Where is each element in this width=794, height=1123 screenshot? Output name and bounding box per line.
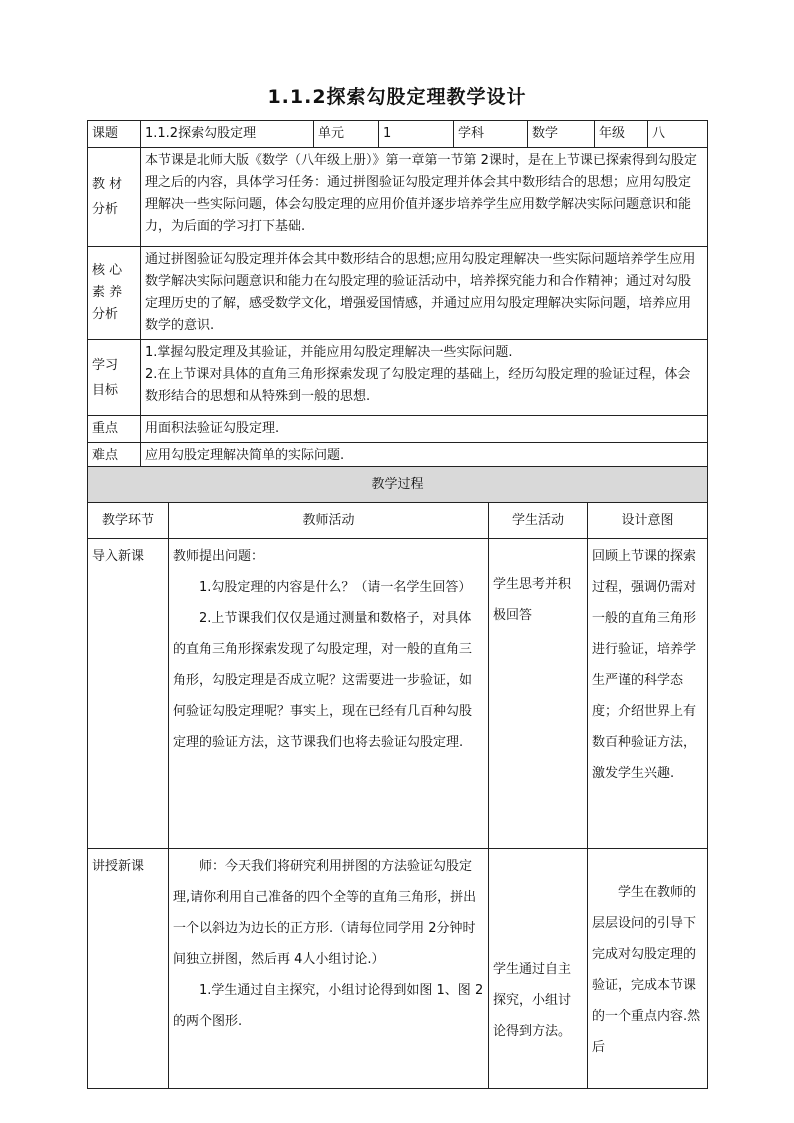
literacy-text: 通过拼图验证勾股定理并体会其中数形结合的思想;应用勾股定理解决一些实际问题培养学生应用数学解决实际问题意识和能力在勾股定理的验证活动中，培养探究能力和合作精神；通过对勾股定理历史的了解，感受数学文化，增强爱国情感，并通过应用勾股定理解决实际问题，培养应用数学的意识. (141, 247, 708, 340)
process-row-intro (88, 539, 708, 849)
material-label (88, 148, 141, 247)
teacher-paragraph: 师：今天我们将研究利用拼图的方法验证勾股定理,请你利用自己准备的四个全等的直角三角形，拼出一个以斜边为边长的正方形.（请每位同学用 2分钟时间独立拼图，然后再 4人小组讨论.） (173, 859, 477, 967)
key-point-row (88, 416, 708, 443)
material-label-line1: 教 材 (92, 177, 123, 192)
teacher-activity-cell (169, 849, 489, 1089)
column-header-stage: 教学环节 (88, 503, 169, 539)
student-activity-cell: 学生通过自主探究，小组讨论得到方法。 (489, 849, 588, 1089)
teacher-paragraph: 1.学生通过自主探究，小组讨论得到如图 1、图 2的两个图形. (173, 983, 484, 1029)
teaching-process-table (87, 466, 708, 1089)
literacy-label-line1: 核 心 (92, 263, 123, 278)
teacher-activity-cell (169, 539, 489, 849)
difficulty-label: 难点 (88, 443, 141, 470)
process-header: 教学过程 (88, 467, 708, 503)
design-intent-cell: 回顾上节课的探索过程，强调仍需对一般的直角三角形进行验证，培养学生严谨的科学态度；介绍世界上有数百种验证方法，激发学生兴趣. (588, 539, 708, 849)
topic-label: 课题 (88, 121, 141, 148)
objectives-text (141, 340, 708, 416)
material-text: 本节课是北师大版《数学（八年级上册）》第一章第一节第 2课时，是在上节课已探索得到勾股定理之后的内容，具体学习任务：通过拼图验证勾股定理并体会其中数形结合的思想；应用勾股定理解决一些实际问题，体会勾股定理的应用价值并逐步培养学生应用数学解决实际问题意识和能力，为后面的学习打下基础. (141, 148, 708, 247)
difficulty-text: 应用勾股定理解决简单的实际问题. (141, 443, 708, 470)
grade-value: 八 (648, 121, 708, 148)
objective-item-2: 2.在上节课对具体的直角三角形探索发现了勾股定理的基础上，经历勾股定理的验证过程，体会数形结合的思想和从特殊到一般的思想. (145, 367, 691, 404)
material-label-line2: 分析 (92, 202, 119, 217)
topic-value: 1.1.2探索勾股定理 (141, 121, 314, 148)
key-point-text: 用面积法验证勾股定理. (141, 416, 708, 443)
column-header-student: 学生活动 (489, 503, 588, 539)
grade-label: 年级 (595, 121, 648, 148)
process-row-teaching (88, 849, 708, 1089)
stage-cell: 导入新课 (88, 539, 169, 849)
subject-value: 数学 (528, 121, 595, 148)
literacy-label-line3: 分析 (92, 307, 119, 322)
unit-label: 单元 (314, 121, 379, 148)
literacy-label (88, 247, 141, 340)
subject-label: 学科 (454, 121, 528, 148)
document-title: 1.1.2探索勾股定理教学设计 (267, 86, 527, 108)
student-activity-cell: 学生思考并积极回答 (489, 539, 588, 849)
lesson-info-table (87, 120, 708, 470)
objectives-label-line2: 目标 (92, 382, 119, 398)
objectives-label (88, 340, 141, 416)
column-header-teacher: 教师活动 (169, 503, 489, 539)
info-row (88, 121, 708, 148)
objectives-label-line1: 学习 (92, 357, 119, 373)
objective-item-1: 1.掌握勾股定理及其验证，并能应用勾股定理解决一些实际问题. (145, 345, 513, 360)
material-row (88, 148, 708, 247)
process-column-headers (88, 503, 708, 539)
design-intent-cell: 学生在教师的层层设问的引导下完成对勾股定理的验证，完成本节课的一个重点内容.然后 (588, 849, 708, 1089)
teacher-paragraph: 2.上节课我们仅仅是通过测量和数格子，对具体的直角三角形探索发现了勾股定理，对一般的直角三角形，勾股定理是否成立呢？这需要进一步验证，如何验证勾股定理呢？事实上，现在已经有几百种勾股定理的验证方法，这节课我们也将去验证勾股定理. (173, 611, 473, 750)
unit-value: 1 (379, 121, 454, 148)
objectives-row (88, 340, 708, 416)
key-point-label: 重点 (88, 416, 141, 443)
teacher-paragraph: 1.勾股定理的内容是什么？（请一名学生回答） (199, 580, 472, 595)
column-header-intent: 设计意图 (588, 503, 708, 539)
literacy-row (88, 247, 708, 340)
teacher-paragraph: 教师提出问题： (173, 549, 265, 564)
literacy-label-line2: 素 养 (92, 285, 123, 300)
stage-cell: 讲授新课 (88, 849, 169, 1089)
